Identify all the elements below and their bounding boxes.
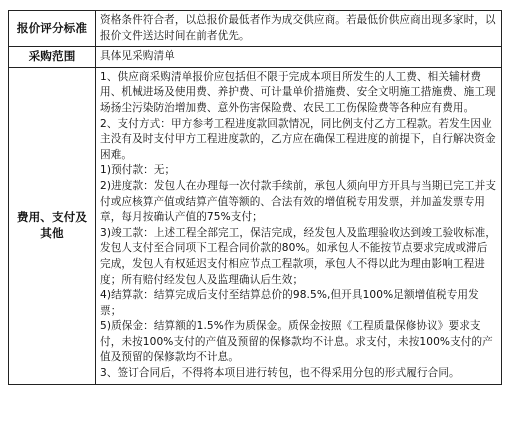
payment-item-settlement: 4)结算款：结算完成后支付至结算总价的98.5%,但开具100%足额增值税专用发票； xyxy=(100,289,479,317)
payment-item-progress: 2)进度款：发包人在办理每一次付款手续前，承包人须向甲方开具与当期已完工并支付或应核算产值或结算产值等额的、合法有效的增值税专用发票，并加盖发票专用章，每月按确认产值的75%支付； xyxy=(100,179,497,224)
table-row-scoring xyxy=(9,11,502,47)
scope-text: 具体见采购清单 xyxy=(100,50,175,63)
row-label-scope xyxy=(9,47,96,68)
row-label-payment xyxy=(9,67,96,384)
payment-clause-2: 2、支付方式：甲方参考工程进度款回款情况，同比例支付乙方工程款。若发生因业主没有及时支付甲方工程进度款的，乙方应在确保工程进度的前提下，自行解决资金困难。 xyxy=(100,117,496,161)
payment-item-prepayment: 1)预付款：无； xyxy=(100,164,176,177)
payment-item-completion: 3)竣工款：上述工程全部完工，保洁完成，经发包人及监理验收达到竣工验收标准，发包人支付至合同项下工程合同价款的80%。如承包人不能按节点要求完成或滞后完成，发包人有权延迟支付相应节点工程款项，承包人不得以此为理由影响工程进度；所有赔付经发包人及监理确认后生效； xyxy=(100,226,497,286)
row-content-payment xyxy=(96,67,502,384)
payment-clause-3: 3、签订合同后，不得将本项目进行转包，也不得采用分包的形式履行合同。 xyxy=(100,367,460,380)
payment-item-warranty: 5)质保金：结算额的1.5%作为质保金。质保金按照《工程质量保修协议》要求支付，未按100%支付的产值及预留的保修款均不计息。求支付，未按100%支付的产值及预留的保修款均不计息。 xyxy=(100,320,493,364)
row-label-line-2: 其他 xyxy=(40,225,64,240)
row-label-text: 采购范围 xyxy=(28,49,76,64)
row-label-line-1: 费用、支付及 xyxy=(16,210,88,225)
row-content-scope xyxy=(96,47,502,68)
row-content-scoring xyxy=(96,11,502,47)
row-label-text: 报价评分标准 xyxy=(16,20,88,35)
document-table xyxy=(8,10,502,385)
scoring-text: 资格条件符合者，以总报价最低者作为成交供应商。若最低价供应商出现多家时，以报价文件送达时间在前者优先。 xyxy=(100,14,496,42)
table-row-payment xyxy=(9,67,502,384)
table-row-scope xyxy=(9,47,502,68)
row-label-scoring xyxy=(9,11,96,47)
payment-clause-1: 1、供应商采购清单报价应包括但不限于完成本项目所发生的人工费、相关辅材费用、机械进场及使用费、养护费、可计量单价措施费、安全文明施工措施费、施工现场扬尘污染防治增加费、意外伤害保险费、农民工工伤保险费等各种应有费用。 xyxy=(100,70,496,114)
